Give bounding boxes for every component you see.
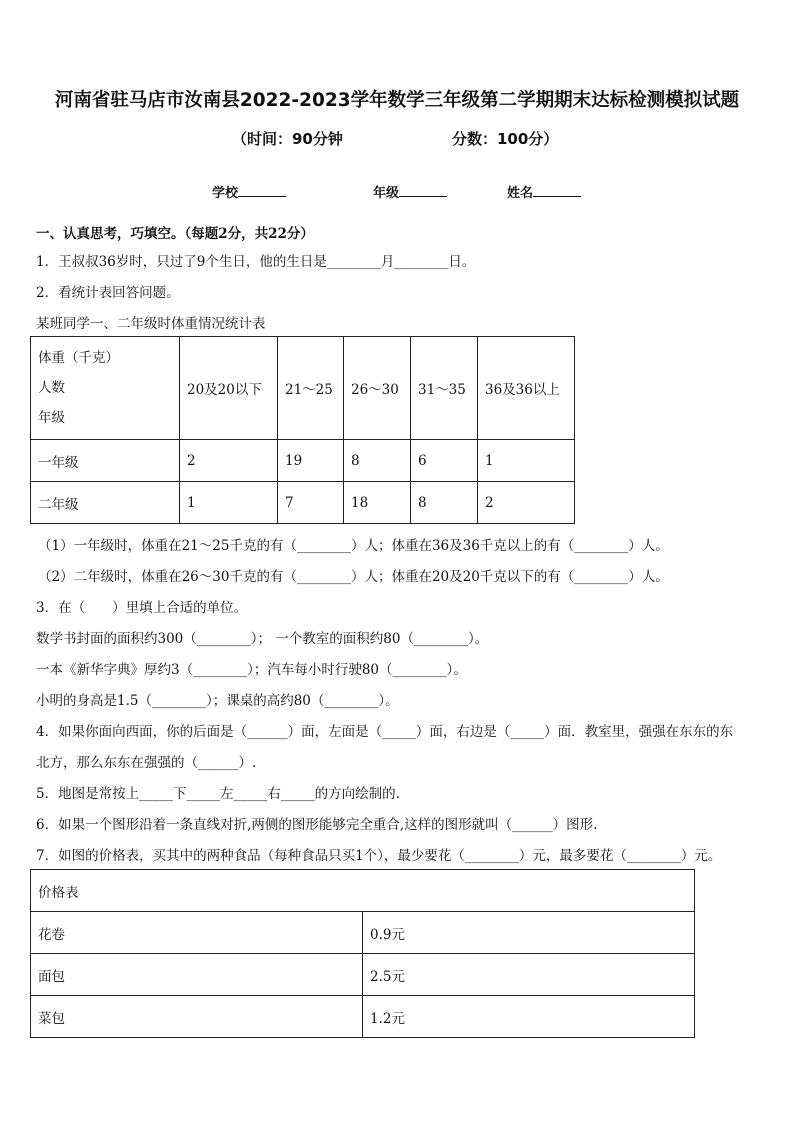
header-col-3: 26～30 <box>344 337 411 440</box>
table-cell: 8 <box>344 440 411 482</box>
table-cell: 2 <box>478 482 575 524</box>
school-blank <box>238 184 286 197</box>
header-grade: 年级 <box>38 410 65 426</box>
question-6: 6．如果一个图形沿着一条直线对折,两侧的图形能够完全重合,这样的图形就叫（______）图形. <box>36 817 598 833</box>
name-blank <box>533 184 581 197</box>
food-name: 菜包 <box>31 996 363 1038</box>
question-4-line-2: 北方，那么东东在强强的（______）. <box>36 755 257 771</box>
grade-label: 年级 <box>373 186 400 201</box>
food-price: 0.9元 <box>363 912 695 954</box>
question-3: 3．在（ ）里填上合适的单位。 <box>36 600 248 616</box>
header-count: 人数 <box>38 380 65 396</box>
header-col-5: 36及36以上 <box>478 337 575 440</box>
price-table <box>30 869 695 1038</box>
food-name: 花卷 <box>31 912 363 954</box>
question-3-line-2: 一本《新华字典》厚约3（________）；汽车每小时行驶80（________）。 <box>36 662 467 678</box>
question-3-line-1: 数学书封面的面积约300（________）； 一个教室的面积约80（________）。 <box>36 631 489 647</box>
question-7: 7．如图的价格表，买其中的两种食品（每种食品只买1个），最少要花（________）元，最多要花（________）元。 <box>36 848 722 864</box>
header-weight: 体重（千克） <box>38 350 119 366</box>
table-row <box>31 912 695 954</box>
table-header-row <box>31 337 575 440</box>
exam-time: （时间：90分钟 <box>232 130 343 148</box>
table-cell: 8 <box>411 482 478 524</box>
school-field <box>212 182 286 201</box>
header-col-4: 31～35 <box>411 337 478 440</box>
question-2: 2．看统计表回答问题。 <box>36 285 180 301</box>
name-field <box>507 182 581 201</box>
food-price: 2.5元 <box>363 954 695 996</box>
table-cell: 19 <box>278 440 344 482</box>
row-label-grade-2: 二年级 <box>31 482 180 524</box>
table-row <box>31 440 575 482</box>
table-cell: 7 <box>278 482 344 524</box>
table-cell: 2 <box>180 440 278 482</box>
table-cell: 18 <box>344 482 411 524</box>
table-row <box>31 482 575 524</box>
question-4-line-1: 4．如果你面向西面，你的后面是（______）面，左面是（_____）面，右边是（_____）面．教室里，强强在东东的东 <box>36 724 734 740</box>
table-row <box>31 996 695 1038</box>
question-2-sub-2: （2）二年级时，体重在26～30千克的有（________）人；体重在20及20千克以下的有（________）人。 <box>38 569 669 585</box>
table-caption: 某班同学一、二年级时体重情况统计表 <box>36 316 266 332</box>
question-3-line-3: 小明的身高是1.5（________）；课桌的高约80（________）。 <box>36 693 399 709</box>
row-label-grade-1: 一年级 <box>31 440 180 482</box>
question-1: 1．王叔叔36岁时，只过了9个生日，他的生日是________月________日。 <box>36 254 476 270</box>
table-row <box>31 954 695 996</box>
price-table-title: 价格表 <box>31 870 695 912</box>
food-price: 1.2元 <box>363 996 695 1038</box>
header-col-1: 20及20以下 <box>180 337 278 440</box>
question-2-sub-1: （1）一年级时，体重在21～25千克的有（________）人；体重在36及36千克以上的有（________）人。 <box>38 538 669 554</box>
name-label: 姓名 <box>507 186 534 201</box>
table-cell: 1 <box>180 482 278 524</box>
food-name: 面包 <box>31 954 363 996</box>
table-cell: 1 <box>478 440 575 482</box>
school-label: 学校 <box>212 186 239 201</box>
header-col-2: 21～25 <box>278 337 344 440</box>
price-table-title-row <box>31 870 695 912</box>
question-5: 5．地图是常按上_____下_____左_____右_____的方向绘制的. <box>36 786 400 802</box>
exam-score: 分数：100分） <box>452 130 559 148</box>
weight-stats-table <box>30 336 575 524</box>
table-cell: 6 <box>411 440 478 482</box>
grade-blank <box>399 184 447 197</box>
page-title: 河南省驻马店市汝南县2022-2023学年数学三年级第二学期期末达标检测模拟试题 <box>54 90 740 111</box>
diagonal-header-cell <box>31 337 180 440</box>
section-1-heading: 一、认真思考，巧填空。（每题2分，共22分） <box>36 226 314 242</box>
grade-field <box>373 182 447 201</box>
